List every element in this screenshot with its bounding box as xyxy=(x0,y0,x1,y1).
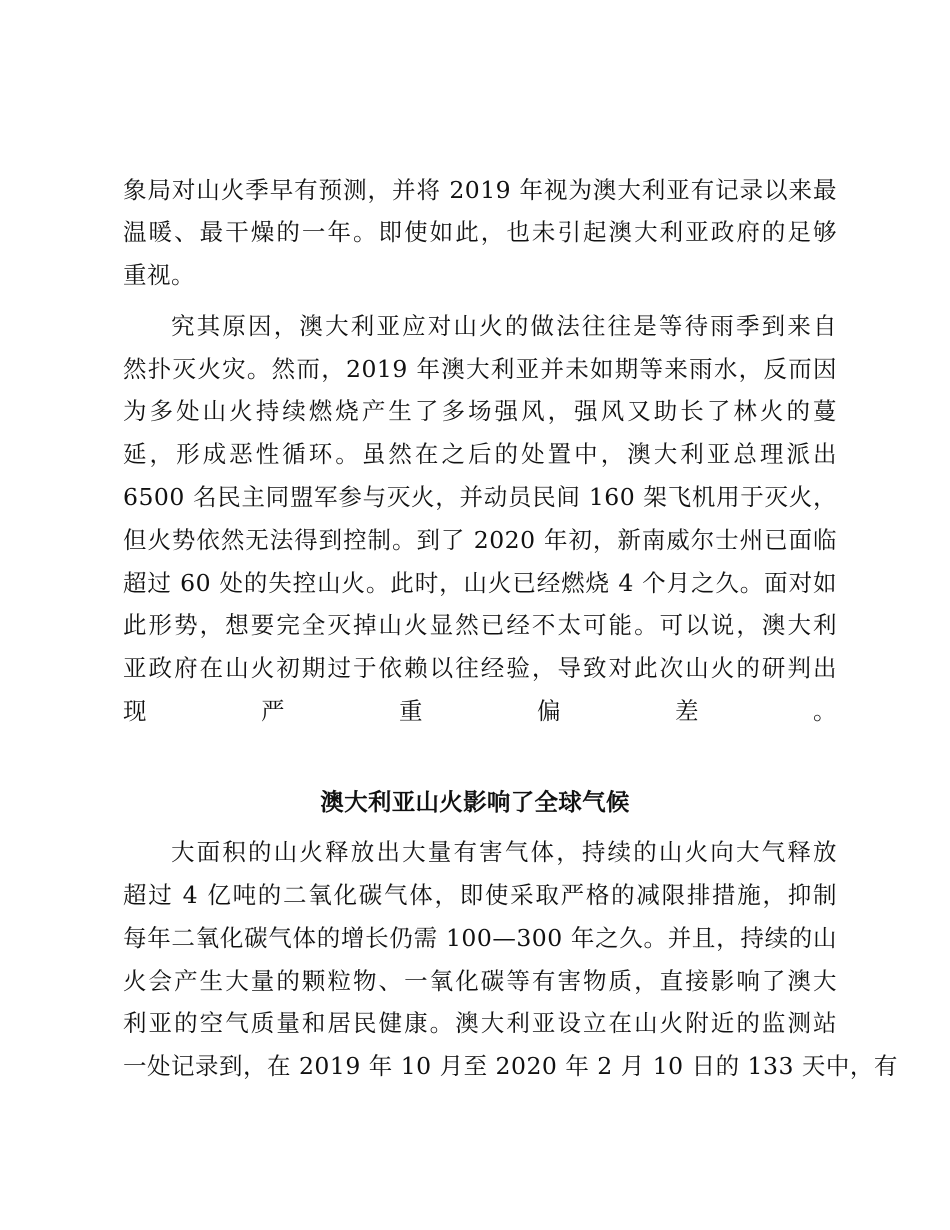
text-line: 超过 4 亿吨的二氧化碳气体，即使采取严格的减限排措施，抑制 xyxy=(123,881,837,909)
text-line: 6500 名民主同盟军参与灭火，并动员民间 160 架飞机用于灭火， xyxy=(123,483,837,511)
text-line: 重视。 xyxy=(123,261,195,289)
section-heading: 澳大利亚山火影响了全球气候 xyxy=(320,788,630,816)
text-line: 利亚的空气质量和居民健康。澳大利亚设立在山火附近的监测站 xyxy=(123,1009,837,1037)
text-line: 火会产生大量的颗粒物、一氧化碳等有害物质，直接影响了澳大 xyxy=(123,967,837,995)
text-line: 每年二氧化碳气体的增长仍需 100—300 年之久。并且，持续的山 xyxy=(123,924,837,952)
text-line: 然扑灭火灾。然而，2019 年澳大利亚并未如期等来雨水，反而因 xyxy=(123,355,837,383)
text-line: 超过 60 处的失控山火。此时，山火已经燃烧 4 个月之久。面对如 xyxy=(123,569,837,597)
text-line: 究其原因，澳大利亚应对山火的做法往往是等待雨季到来自 xyxy=(171,312,837,340)
text-line: 象局对山火季早有预测，并将 2019 年视为澳大利亚有记录以来最 xyxy=(123,176,837,204)
text-line: 现严重偏差。 xyxy=(123,697,837,725)
text-line: 此形势，想要完全灭掉山火显然已经不太可能。可以说，澳大利 xyxy=(123,611,837,639)
text-line: 亚政府在山火初期过于依赖以往经验，导致对此次山火的研判出 xyxy=(123,654,837,682)
text-line: 为多处山火持续燃烧产生了多场强风，强风又助长了林火的蔓 xyxy=(123,397,837,425)
text-line: 但火势依然无法得到控制。到了 2020 年初，新南威尔士州已面临 xyxy=(123,526,837,554)
text-line: 大面积的山火释放出大量有害气体，持续的山火向大气释放 xyxy=(171,838,837,866)
text-line: 温暖、最干燥的一年。即使如此，也未引起澳大利亚政府的足够 xyxy=(123,218,837,246)
text-line: 延，形成恶性循环。虽然在之后的处置中，澳大利亚总理派出 xyxy=(123,440,837,468)
text-line: 一处记录到，在 2019 年 10 月至 2020 年 2 月 10 日的 133 天中，有 xyxy=(123,1052,898,1080)
